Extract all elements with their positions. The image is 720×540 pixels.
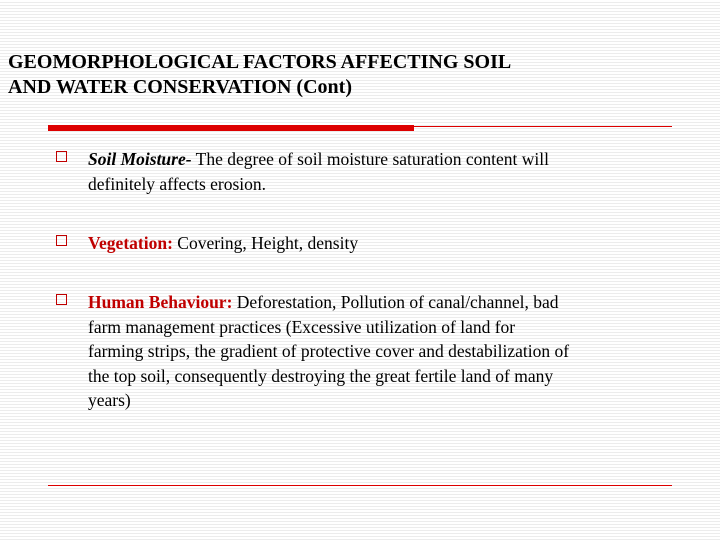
bullet-body-line: definitely affects erosion. — [88, 173, 267, 194]
bullet-text — [88, 231, 674, 256]
bullet-label: Soil Moisture- — [88, 149, 192, 169]
bullet-body-line: farm management practices (Excessive utilization of land for — [88, 316, 516, 337]
bullet-text — [88, 290, 674, 413]
footer-divider — [48, 485, 672, 486]
hollow-square-bullet-icon — [56, 151, 67, 162]
bullet-body-line: the top soil, consequently destroying the great fertile land of many — [88, 365, 554, 386]
bullet-text — [88, 147, 674, 196]
bullet-body-line: farming strips, the gradient of protective cover and destabilization of — [88, 341, 570, 361]
title-line-2: AND WATER CONSERVATION (Cont) — [8, 76, 352, 98]
bullet-label: Vegetation: — [88, 233, 173, 253]
bullet-body-line: The degree of soil moisture saturation content will — [191, 149, 549, 169]
hollow-square-bullet-icon — [56, 235, 67, 246]
bullet-body-line: years) — [88, 390, 131, 410]
bullet-label: Human Behaviour: — [88, 292, 233, 312]
title-line-1: GEOMORPHOLOGICAL FACTORS AFFECTING SOIL — [8, 51, 512, 73]
hollow-square-bullet-icon — [56, 294, 67, 305]
bullet-body-line: Covering, Height, density — [172, 233, 359, 253]
bullet-body-line: Deforestation, Pollution of canal/channel, bad — [232, 292, 559, 312]
